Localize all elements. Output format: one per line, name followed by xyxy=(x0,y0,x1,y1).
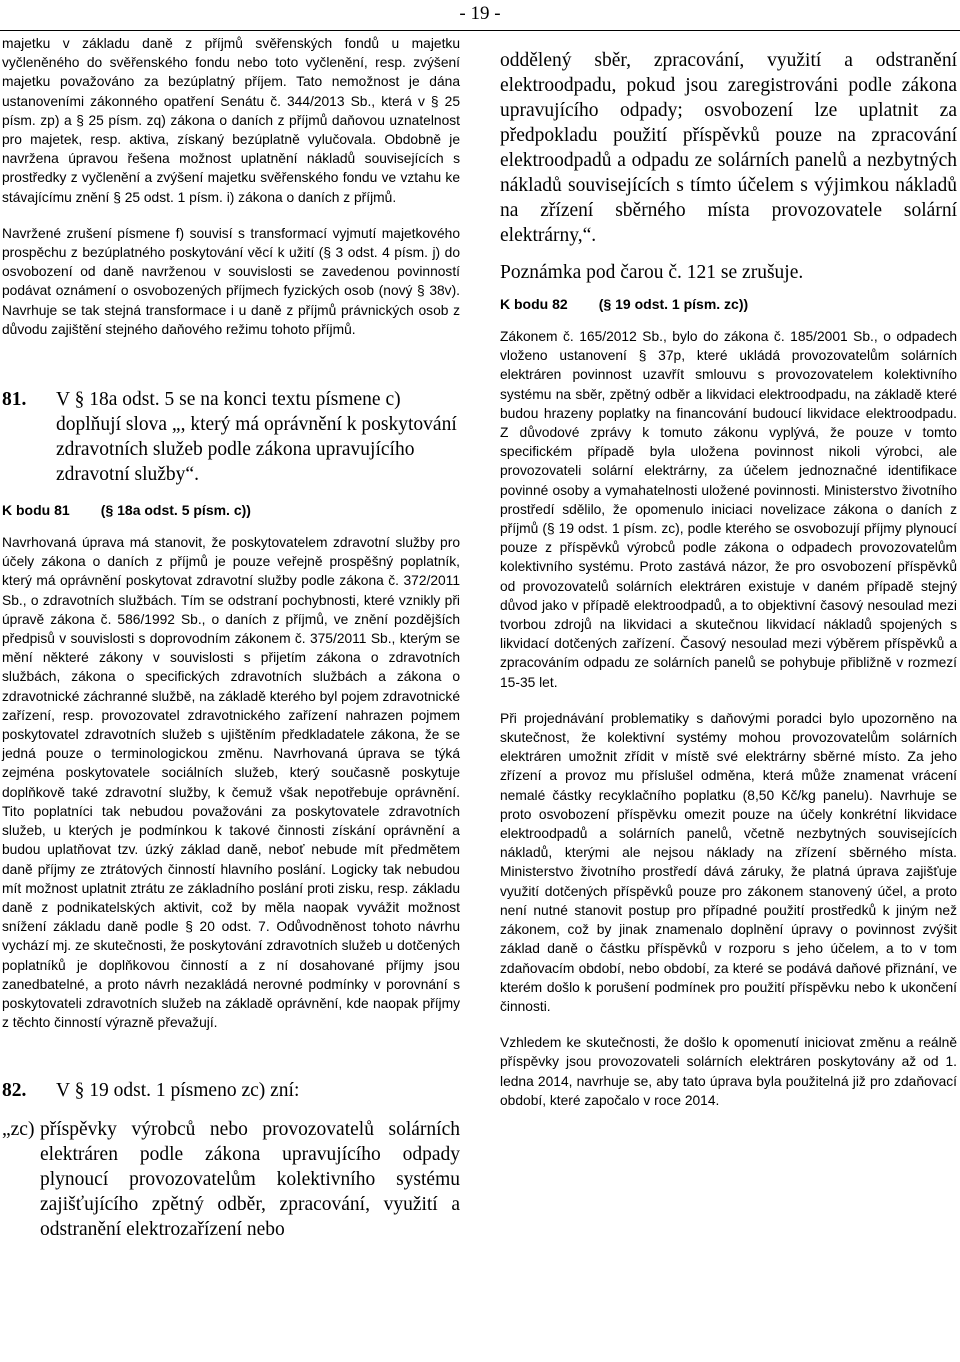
quote-continuation: oddělený sběr, zpracování, využití a odstranění elektroodpadu, pokud jsou zaregistrováni podle zákona upravujícího odpady; osvobození lze uplatnit za předpokladu použití příspěvků pouze na zpracování elektroodpadů a odpadu ze solárních panelů a nezbytných nákladů souvisejících s tímto účelem s výjimkou nákladů na zřízení sběrného místa provozovatele solární elektrárny,“. xyxy=(500,50,957,246)
item-82-quote xyxy=(2,1117,460,1242)
page-number: - 19 - xyxy=(459,3,501,24)
paragraph-k-bodu-81: Navrhovaná úprava má stanovit, že poskytovatelem zdravotní služby pro účely zákona o daních z příjmů je pouze veřejně prospěšný poplatník, který má oprávnění poskytovat zdravotní služby podle zákona č. 372/2011 Sb., o zdravotních službách. Tím se odstraní pochybnosti, které vznikly při úpravě zákona č. 586/1992 Sb., o daních z příjmů, ve znění pozdějších předpisů v souvislosti s doprovodním zákonem č. 375/2011 Sb., kterým se mění některé zákony v souvislosti s přijetím zákona o zdravotních službách, zákona o specifických zdravotních službách a zákona o zdravotnické záchranné službě, na základě kterého byl pojem zdravotnické zařízení, resp. provozovatel zdravotnického zařízení nahrazen pojmem poskytovatel zdravotních služeb s ujištěním předkladatele zákona, že se jedná pouze o terminologickou změnu. Navrhovaná úprava se týká zejména poskytovatele sociálních služeb, který současně poskytuje doplňkově také zdravotní služby, k čemuž však nepotřebuje oprávnění. Tito poplatníci tak nebudou považováni za poskytovatele zdravotních služeb, u kterých je podmínkou k takové činnosti získání oprávnění a budou uplatňovat tzv. úzký základ daně, neboť nebude mít předmětem daně příjmy ze ztrátových činností hlavního poslání. Logicky tak nebudou mít možnost uplatnit ztrátu ze základního poslání proti zisku, resp. základu daně z podnikatelských aktivit, což by měla naopak vyvážit možnost snížení základu daně podle § 20 odst. 7. Odůvodněnost tohoto návrhu vychází mj. ze skutečnosti, že poskytování zdravotních služeb u dotčených poplatníků je doplňkovou činností a z ní dosahované příjmy jsou zanedbatelné, a proto návrh nezakládá nerovné podmínky v porovnání s poskytovateli zdravotních služeb na základě oprávnění, kde naopak příjmy z těchto činností výrazně převažují. xyxy=(2,535,460,1031)
quote-letter: „zc) xyxy=(2,1119,35,1141)
heading-k-bodu-82: K bodu 82 (§ 19 odst. 1 písm. zc)) xyxy=(500,296,749,312)
quote-text: příspěvky výrobců nebo provozovatelů solárních elektráren podle zákona upravujícího odpady plynoucí provozovatelům kolektivního systému zajišťujícího zpětný odběr, zpracování, využití a odstranění elektrozařízení nebo xyxy=(40,1119,460,1241)
footnote-note: Poznámka pod čarou č. 121 se zrušuje. xyxy=(500,262,804,283)
paragraph-zruseni-f: Navržené zrušení písmene f) souvisí s transformací vyjmutí majetkového prospěchu z bezúplatného poskytování věcí k užití (§ 3 odst. 4 písm. j) do osvobození od daně navrženou v souvislosti se zavedenou povinností podávat oznámení o osvobozených příjmech fyzických osob (nový § 38v). Navrhuje se tak stejná transformace i u daně z příjmů právnických osob z důvodu zajištění stejného daňového režimu tohoto příjmů. xyxy=(2,225,460,337)
item-82 xyxy=(2,1078,460,1103)
item-81 xyxy=(2,387,460,487)
heading-k-bodu-81: K bodu 81 (§ 18a odst. 5 písm. c)) xyxy=(2,502,251,519)
left-column xyxy=(2,34,460,1242)
item-81-text: V § 18a odst. 5 se na konci textu písmene c) doplňují slova „, který má oprávnění k poskytování zdravotních služeb podle zákona upravujícího zdravotní služby“. xyxy=(56,389,457,486)
paragraph-k-bodu-82-a: Zákonem č. 165/2012 Sb., bylo do zákona č. 185/2001 Sb., o odpadech vloženo ustanovení § 37p, které ukládá provozovatelům solárních elektráren povinnost uzavřít smlouvu s provozovatelem kolektivního systému na sběr, zpětný odběr a likvidaci elektroodpadu, na základě které budou hrazeny poplatky na financování budoucí likvidace elektroodpadu. Z důvodové zprávy k tomuto zákonu vyplývá, že pouze v tomto specifickém případě byla uložena povinnost nikoli výrobci, ale provozovateli solární elektrárny, za účelem jednoznačné identifikace povinné osoby a vymahatelnosti uložené povinnosti. Ministerstvo životního prostředí sdělilo, že opomenulo iniciaci novelizace zákona o daních z příjmů (§ 19 odst. 1 písm. zc), podle kterého se osvobozují příjmy plynoucí pouze z příspěvků výrobců podle zákona o odpadech provozovatelům kolektivního systému. Proto zastává názor, že pro osvobození příspěvků od provozovatelů solárních elektráren existuje v daném případě stejný důvod jako v případě elektroodpadů, a to objektivní časový nesoulad mezi tvorbou zdrojů na likvidaci a skutečnou likvidací nákladů spojených s likvidací dotčených zařízení. Časový nesoulad mezi výběrem příspěvků a zpracováním odpadu ze solárních panelů se pohybuje přibližně v rozmezí 15-35 let. xyxy=(500,329,957,690)
item-81-number: 81. xyxy=(2,389,27,411)
paragraph-continuation: majetku v základu daně z příjmů svěřenských fondů u majetku vyčleněného do svěřenského fondu nebo toto vyčlenění, resp. zvýšení majetku považováno za bezúplatný příjem. Tato nemožnost je dána ustanoveními zákonného opatření Senátu č. 344/2013 Sb., která v § 25 písm. zp) a § 25 písm. zq) zákona o daních z příjmů daňovou uznatelnost pro majetek, resp. aktiva, získaný bezúplatně vylučovala. Obdobně je navržena úpravou řešena možnost uplatnění nákladů souvisejících s prostředky z vyčlenění a zvýšení majetku svěřenského fondu ve vztahu ke stávajícímu znění § 25 odst. 1 písm. i) zákona o daních z příjmů. xyxy=(2,36,460,205)
item-82-number: 82. xyxy=(2,1080,27,1102)
paragraph-k-bodu-82-b: Při projednávání problematiky s daňovými poradci bylo upozorněno na skutečnost, že kolektivní systémy mohou provozovatelům solárních elektráren umožnit zřídit v místě své elektrárny sběrné místo. Za jeho zřízení a provoz mu příslušel odměna, která může znamenat vrácení nemalé částky recyklačního poplatku (8,50 Kč/kg panelu). Navrhuje se proto osvobození příspěvku omezit pouze na účely konkrétní likvidace elektroodpadů a solárních panelů, včetně nezbytných souvisejících nákladů, kterými ale nejsou náklady na zřízení sběrného místa. Ministerstvo životního prostředí dává záruky, že platná úprava zajišťuje využití dotčených příspěvků pouze pro zákonem stanovený účel, a proto není nutné stanovit postup pro případné použití prostředků k jiným než zákonem, což by jinak znamenalo doplnění úpravy o povinnost zvýšit základ daně o částku příspěvků v rozporu s jeho účelem, a to v tom zdaňovacím období, nebo období, za které se podává daňové přiznání, ve kterém došlo k porušení podmínek pro použití příspěvku nebo k ukončení činnosti. xyxy=(500,710,957,1014)
header-rule xyxy=(0,30,960,31)
item-82-text: V § 19 odst. 1 písmeno zc) zní: xyxy=(56,1080,300,1102)
paragraph-k-bodu-82-c: Vzhledem ke skutečnosti, že došlo k opomenutí iniciovat změnu a reálně příspěvky jsou provozovateli solárních elektráren poskytovány až od 1. ledna 2014, navrhuje se, aby tato úprava byla použitelná již pro zdaňovací období, které započalo v roce 2014. xyxy=(500,1035,957,1108)
right-column xyxy=(500,34,957,1110)
